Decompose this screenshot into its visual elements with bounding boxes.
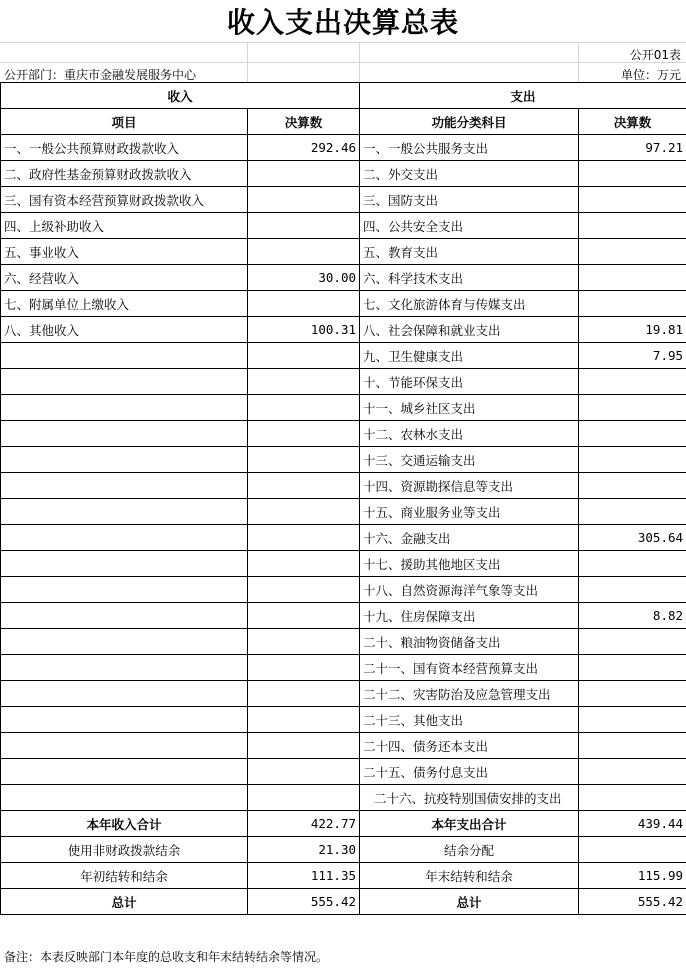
department-row: [0, 62, 686, 83]
summary-expense-label: 年末结转和结余: [360, 863, 579, 889]
income-amount-cell: [248, 681, 360, 707]
table-row: [1, 239, 686, 265]
summary-expense-label: 总计: [360, 889, 579, 915]
expense-amount-cell: [579, 447, 686, 473]
expense-item-cell: 十七、援助其他地区支出: [360, 551, 579, 577]
summary-row: [1, 889, 686, 915]
expense-item-cell: 十五、商业服务业等支出: [360, 499, 579, 525]
income-item-cell: [1, 707, 248, 733]
table-row: [1, 135, 686, 161]
expense-amount-cell: [579, 785, 686, 811]
expense-item-cell: 十三、交通运输支出: [360, 447, 579, 473]
grid-line: [247, 43, 248, 63]
grid-line: [359, 63, 360, 83]
expense-item-cell: 十一、城乡社区支出: [360, 395, 579, 421]
income-amount-cell: [248, 161, 360, 187]
income-item-cell: 七、附属单位上缴收入: [1, 291, 248, 317]
table-row: [1, 785, 686, 811]
income-item-cell: 五、事业收入: [1, 239, 248, 265]
grid-line: [578, 63, 579, 83]
expense-item-cell: 八、社会保障和就业支出: [360, 317, 579, 343]
footnote: 备注：本表反映部门本年度的总收支和年末结转结余等情况。: [4, 950, 329, 964]
expense-item-cell: 二十三、其他支出: [360, 707, 579, 733]
expense-item-cell: 二、外交支出: [360, 161, 579, 187]
summary-expense-amount: 439.44: [579, 811, 686, 837]
income-item-cell: 三、国有资本经营预算财政拨款收入: [1, 187, 248, 213]
expense-item-cell: 二十、粮油物资储备支出: [360, 629, 579, 655]
expense-amount-cell: [579, 291, 686, 317]
expense-item-cell: 六、科学技术支出: [360, 265, 579, 291]
summary-expense-label: 结余分配: [360, 837, 579, 863]
expense-amount-cell: [579, 265, 686, 291]
summary-income-label: 总计: [1, 889, 248, 915]
table-row: [1, 525, 686, 551]
income-item-cell: [1, 551, 248, 577]
unit-label: 单位：万元: [620, 68, 681, 82]
expense-amount-cell: [579, 369, 686, 395]
grid-line: [247, 63, 248, 83]
summary-expense-label: 本年支出合计: [360, 811, 579, 837]
income-item-cell: [1, 343, 248, 369]
grid-line: [359, 43, 360, 63]
income-section-label: 收入: [1, 83, 360, 109]
income-item-cell: [1, 785, 248, 811]
expense-amount-cell: 19.81: [579, 317, 686, 343]
table-row: [1, 603, 686, 629]
table-row: [1, 421, 686, 447]
expense-amount-header: 决算数: [579, 109, 686, 135]
expense-section-label: 支出: [360, 83, 686, 109]
table-row: [1, 707, 686, 733]
expense-amount-cell: [579, 577, 686, 603]
expense-amount-cell: 7.95: [579, 343, 686, 369]
income-item-cell: 一、一般公共预算财政拨款收入: [1, 135, 248, 161]
summary-income-amount: 111.35: [248, 863, 360, 889]
income-amount-cell: [248, 603, 360, 629]
income-amount-cell: [248, 421, 360, 447]
income-amount-header: 决算数: [248, 109, 360, 135]
table-row: [1, 681, 686, 707]
form-code: 公开01表: [629, 48, 681, 62]
expense-amount-cell: [579, 655, 686, 681]
table-row: [1, 343, 686, 369]
expense-amount-cell: [579, 239, 686, 265]
table-row: [1, 629, 686, 655]
income-item-cell: [1, 499, 248, 525]
table-row: [1, 759, 686, 785]
expense-amount-cell: 305.64: [579, 525, 686, 551]
expense-item-cell: 十二、农林水支出: [360, 421, 579, 447]
income-item-cell: [1, 681, 248, 707]
income-item-header: 项目: [1, 109, 248, 135]
expense-amount-cell: 8.82: [579, 603, 686, 629]
expense-item-cell: 九、卫生健康支出: [360, 343, 579, 369]
income-item-cell: [1, 395, 248, 421]
income-amount-cell: [248, 629, 360, 655]
table-row: [1, 369, 686, 395]
income-item-cell: [1, 733, 248, 759]
department-label: 公开部门：重庆市金融发展服务中心: [4, 68, 197, 82]
expense-item-cell: 二十四、债务还本支出: [360, 733, 579, 759]
table-row: [1, 447, 686, 473]
income-amount-cell: [248, 369, 360, 395]
income-amount-cell: [248, 707, 360, 733]
income-item-cell: [1, 525, 248, 551]
expense-item-cell: 四、公共安全支出: [360, 213, 579, 239]
summary-row: [1, 837, 686, 863]
income-amount-cell: [248, 473, 360, 499]
income-amount-cell: [248, 733, 360, 759]
expense-amount-cell: [579, 213, 686, 239]
expense-amount-cell: [579, 707, 686, 733]
expense-amount-cell: 97.21: [579, 135, 686, 161]
expense-amount-cell: [579, 681, 686, 707]
income-item-cell: [1, 759, 248, 785]
table-row: [1, 473, 686, 499]
income-amount-cell: [248, 759, 360, 785]
expense-item-cell: 二十二、灾害防治及应急管理支出: [360, 681, 579, 707]
summary-income-label: 年初结转和结余: [1, 863, 248, 889]
column-header-row: [1, 109, 686, 135]
income-amount-cell: [248, 187, 360, 213]
expense-item-cell: 三、国防支出: [360, 187, 579, 213]
expense-amount-cell: [579, 421, 686, 447]
expense-item-cell: 二十五、债务付息支出: [360, 759, 579, 785]
summary-income-amount: 21.30: [248, 837, 360, 863]
expense-item-cell: 十四、资源勘探信息等支出: [360, 473, 579, 499]
income-amount-cell: [248, 577, 360, 603]
expense-amount-cell: [579, 187, 686, 213]
income-item-cell: [1, 629, 248, 655]
summary-income-label: 使用非财政拨款结余: [1, 837, 248, 863]
income-amount-cell: [248, 785, 360, 811]
grid-line: [578, 43, 579, 63]
expense-item-cell: 五、教育支出: [360, 239, 579, 265]
expense-amount-cell: [579, 473, 686, 499]
table-row: [1, 551, 686, 577]
table-row: [1, 161, 686, 187]
expense-item-cell: 十九、住房保障支出: [360, 603, 579, 629]
income-amount-cell: [248, 239, 360, 265]
expense-amount-cell: [579, 161, 686, 187]
form-code-row: [0, 42, 686, 63]
expense-item-cell: 十八、自然资源海洋气象等支出: [360, 577, 579, 603]
summary-income-amount: 422.77: [248, 811, 360, 837]
expense-item-cell: 十六、金融支出: [360, 525, 579, 551]
budget-table: [0, 82, 686, 915]
table-row: [1, 733, 686, 759]
table-row: [1, 265, 686, 291]
income-amount-cell: [248, 499, 360, 525]
income-item-cell: [1, 421, 248, 447]
income-amount-cell: 100.31: [248, 317, 360, 343]
income-amount-cell: [248, 551, 360, 577]
income-amount-cell: [248, 343, 360, 369]
income-item-cell: 八、其他收入: [1, 317, 248, 343]
income-amount-cell: [248, 213, 360, 239]
summary-income-amount: 555.42: [248, 889, 360, 915]
income-item-cell: [1, 473, 248, 499]
expense-amount-cell: [579, 551, 686, 577]
income-item-cell: [1, 577, 248, 603]
income-amount-cell: 292.46: [248, 135, 360, 161]
income-amount-cell: [248, 655, 360, 681]
income-item-cell: 二、政府性基金预算财政拨款收入: [1, 161, 248, 187]
expense-amount-cell: [579, 395, 686, 421]
expense-item-cell: 一、一般公共服务支出: [360, 135, 579, 161]
expense-amount-cell: [579, 629, 686, 655]
section-header-row: [1, 83, 686, 109]
expense-amount-cell: [579, 759, 686, 785]
expense-item-cell: 七、文化旅游体育与传媒支出: [360, 291, 579, 317]
income-amount-cell: [248, 447, 360, 473]
income-item-cell: [1, 603, 248, 629]
expense-item-cell: 二十六、抗疫特别国债安排的支出: [360, 785, 579, 811]
summary-row: [1, 863, 686, 889]
summary-expense-amount: [579, 837, 686, 863]
table-row: [1, 213, 686, 239]
table-row: [1, 187, 686, 213]
expense-item-header: 功能分类科目: [360, 109, 579, 135]
table-row: [1, 499, 686, 525]
expense-item-cell: 二十一、国有资本经营预算支出: [360, 655, 579, 681]
income-amount-cell: [248, 525, 360, 551]
income-item-cell: [1, 369, 248, 395]
income-amount-cell: 30.00: [248, 265, 360, 291]
summary-expense-amount: 115.99: [579, 863, 686, 889]
expense-amount-cell: [579, 499, 686, 525]
expense-item-cell: 十、节能环保支出: [360, 369, 579, 395]
table-row: [1, 317, 686, 343]
table-row: [1, 291, 686, 317]
table-row: [1, 655, 686, 681]
income-amount-cell: [248, 291, 360, 317]
summary-income-label: 本年收入合计: [1, 811, 248, 837]
page-title: 收入支出决算总表: [226, 6, 459, 39]
income-item-cell: 六、经营收入: [1, 265, 248, 291]
income-item-cell: [1, 655, 248, 681]
summary-expense-amount: 555.42: [579, 889, 686, 915]
expense-amount-cell: [579, 733, 686, 759]
income-item-cell: [1, 447, 248, 473]
income-item-cell: 四、上级补助收入: [1, 213, 248, 239]
income-amount-cell: [248, 395, 360, 421]
summary-row: [1, 811, 686, 837]
table-row: [1, 395, 686, 421]
table-row: [1, 577, 686, 603]
